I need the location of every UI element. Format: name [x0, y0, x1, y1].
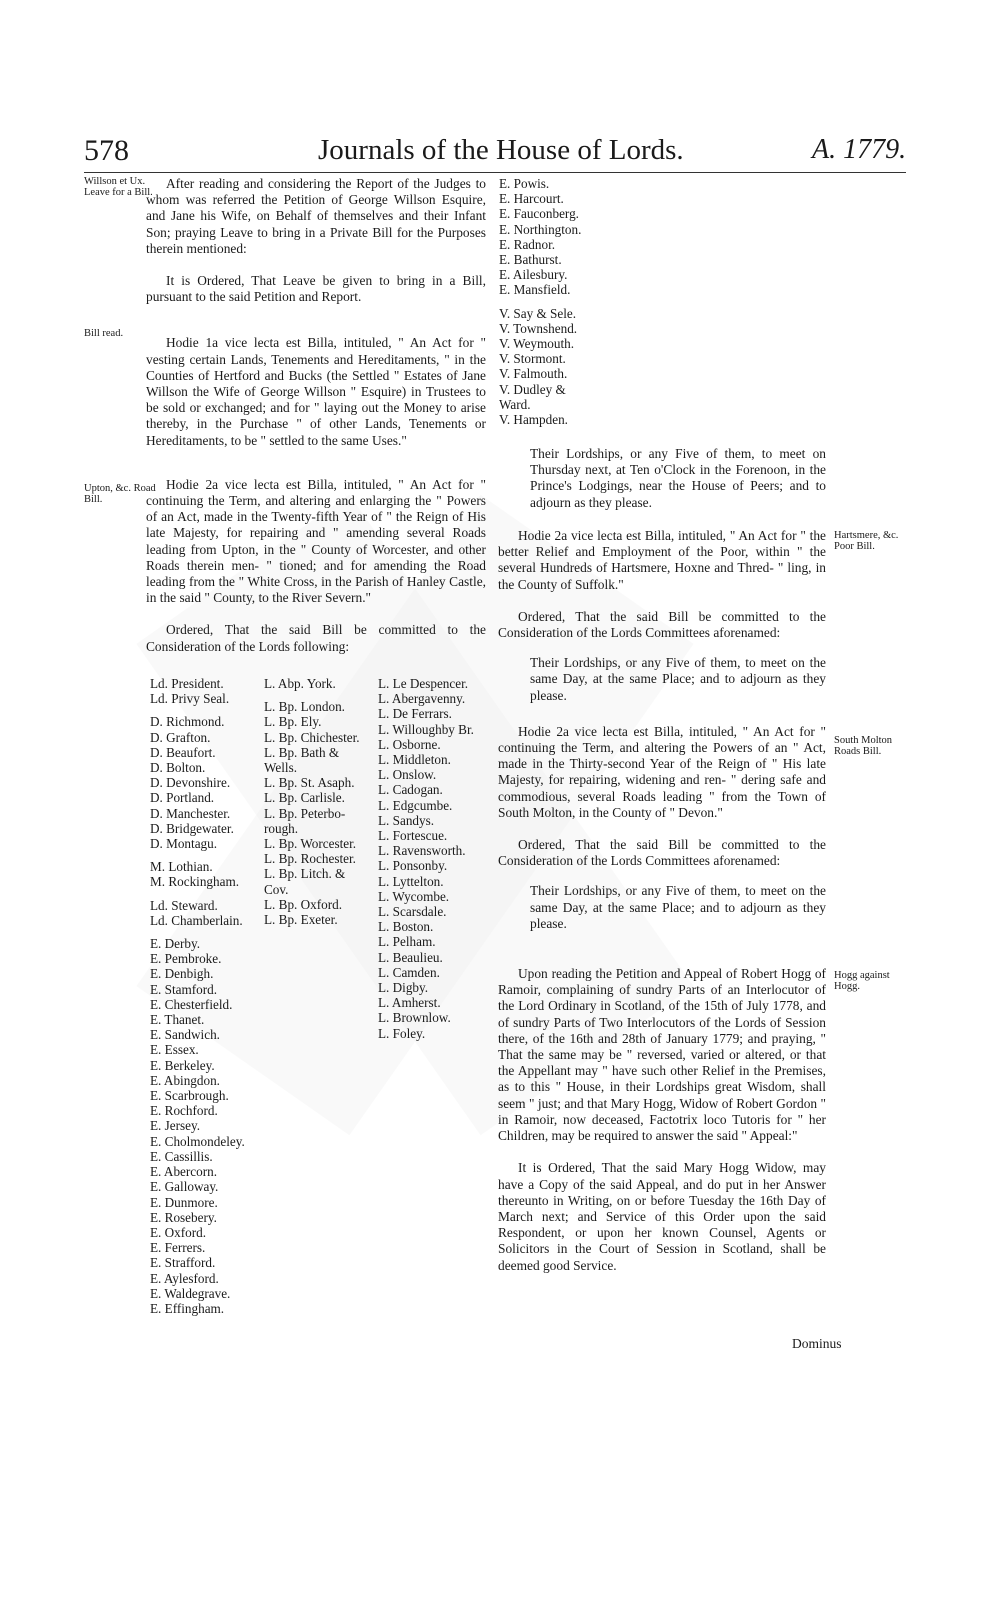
- lord-name: L. Bp. Carlisle.: [264, 790, 345, 806]
- lord-name: L. Camden.: [378, 964, 440, 980]
- lord-name: M. Rockingham.: [150, 874, 240, 890]
- list-gap: [150, 928, 265, 936]
- lord-name: D. Portland.: [150, 790, 215, 806]
- paragraph: Their Lordships, or any Five of them, to meet on the same Day, at the same Place; and to adjourn as they please.: [530, 655, 826, 703]
- lord-name: E. Thanet.: [150, 1012, 205, 1028]
- lord-name: L. Cadogan.: [378, 782, 443, 798]
- lord-name: L. Beaulieu.: [378, 949, 443, 965]
- lord-name: V. Hampden.: [499, 412, 568, 428]
- lord-name: E. Cholmondeley.: [150, 1133, 245, 1149]
- lord-name: E. Ferrers.: [150, 1240, 206, 1256]
- margin-note-bill-read: Bill read.: [84, 328, 124, 339]
- lord-name: V. Say & Sele.: [499, 305, 577, 321]
- lord-name: D. Devonshire.: [150, 775, 231, 791]
- lord-name: E. Radnor.: [499, 236, 556, 252]
- margin-note-upton: Upton, &c. Road Bill.: [84, 483, 156, 505]
- right-column: [498, 528, 826, 1274]
- lord-name: E. Cassillis.: [150, 1148, 213, 1164]
- lord-name: D. Beaufort.: [150, 744, 216, 760]
- list-gap: [150, 706, 265, 714]
- lord-name: E. Sandwich.: [150, 1027, 220, 1043]
- lord-name: E. Abingdon.: [150, 1072, 220, 1088]
- paragraph: It is Ordered, That Leave be given to bring in a Bill, pursuant to the said Petition and Report.: [146, 273, 486, 305]
- header-rule: [84, 172, 906, 173]
- lord-name: L. Onslow.: [378, 767, 437, 783]
- lord-name: E. Rosebery.: [150, 1209, 217, 1225]
- lord-name: L. Foley.: [378, 1025, 426, 1041]
- lord-name: D. Manchester.: [150, 805, 231, 821]
- lord-name: Ld. President.: [150, 676, 224, 691]
- lord-name: L. Le Despencer.: [378, 676, 469, 691]
- margin-note-hartsmere: Hartsmere, &c. Poor Bill.: [834, 530, 899, 552]
- list-gap: [150, 890, 265, 898]
- lord-name: E. Harcourt.: [499, 191, 564, 207]
- paragraph: Hodie 2a vice lecta est Billa, intituled, " An Act for " continuing the Term, and altering the Powers of an " Act, made in the Thirty-second Year of the Reign of " His late Majesty, for repairing, widening and ren- " dering safe and commodious, several Roads leading " from the Town of South Molton, in the County of " Devon.": [498, 723, 826, 820]
- page-number: 578: [84, 134, 129, 167]
- lord-name: rough.: [264, 820, 299, 836]
- lord-name: Cov.: [264, 881, 289, 897]
- lord-name: L. Ravensworth.: [378, 843, 466, 859]
- lord-name: L. Wycombe.: [378, 888, 450, 904]
- page-title: Journals of the House of Lords.: [318, 134, 684, 166]
- lord-name: E. Essex.: [150, 1042, 199, 1058]
- lords-list-1: [150, 676, 265, 1316]
- lord-name: E. Fauconberg.: [499, 206, 579, 222]
- lord-name: L. Digby.: [378, 980, 429, 996]
- lord-name: L. Bp. Rochester.: [264, 851, 356, 867]
- lord-name: L. Fortescue.: [378, 828, 448, 844]
- paragraph: Hodie 2a vice lecta est Billa, intituled, " An Act for " the better Relief and Employment of the Poor, within " the several Hundreds of Hartsmere, Hoxne and Thred- " ling, in the County of Suffolk.": [498, 528, 826, 592]
- lord-name: D. Bolton.: [150, 760, 206, 776]
- lord-name: L. Bp. London.: [264, 699, 345, 715]
- lord-name: Ld. Chamberlain.: [150, 912, 243, 928]
- paragraph: Ordered, That the said Bill be committed to the Consideration of the Lords Committees aforenamed:: [498, 608, 826, 641]
- page-year: A. 1779.: [812, 134, 907, 165]
- lord-name: V. Stormont.: [499, 351, 566, 367]
- lord-name: L. Ponsonby.: [378, 858, 448, 874]
- lord-name: L. Bp. Chichester.: [264, 729, 360, 745]
- lord-name: E. Derby.: [150, 936, 201, 952]
- catchword: Dominus: [792, 1336, 842, 1351]
- lord-name: L. Boston.: [378, 919, 434, 935]
- right-block-1: Their Lordships, or any Five of them, to meet on Thursday next, at Ten o'Clock in the Forenoon, in the Prince's Lodgings, near the House of Peers; and to adjourn as they please.: [530, 446, 826, 510]
- lord-name: E. Waldegrave.: [150, 1285, 231, 1301]
- lord-name: E. Scarbrough.: [150, 1088, 229, 1104]
- margin-note-willson: Willson et Ux. Leave for a Bill.: [84, 176, 153, 198]
- list-gap: [499, 298, 609, 306]
- lord-name: Ward.: [499, 396, 531, 412]
- lord-name: L. Brownlow.: [378, 1010, 451, 1026]
- lord-name: L. Sandys.: [378, 812, 435, 828]
- lord-name: L. Abergavenny.: [378, 691, 466, 707]
- lord-name: E. Denbigh.: [150, 966, 214, 982]
- lord-name: E. Galloway.: [150, 1179, 219, 1195]
- lord-name: L. Scarsdale.: [378, 904, 447, 920]
- lord-name: L. Bp. Worcester.: [264, 836, 357, 852]
- lord-name: L. Bp. Exeter.: [264, 912, 338, 928]
- lord-name: L. Amherst.: [378, 995, 441, 1011]
- lord-name: Ld. Steward.: [150, 897, 218, 913]
- list-gap: [150, 851, 265, 859]
- lord-name: L. Bp. Bath &: [264, 744, 340, 760]
- lord-name: L. Middleton.: [378, 752, 451, 768]
- paragraph: It is Ordered, That the said Mary Hogg Widow, may have a Copy of the said Appeal, and do put in her Answer thereunto in Writing, on or before Tuesday the 16th Day of March next; and Service of this Order upon the said Respondent, or upon her known Counsel, Agents or Solicitors in the Court of Session in Scotland, shall be deemed good Service.: [498, 1160, 826, 1273]
- lord-name: L. Bp. St. Asaph.: [264, 775, 355, 791]
- lord-name: E. Dunmore.: [150, 1194, 218, 1210]
- lord-name: L. Bp. Ely.: [264, 714, 322, 730]
- margin-note-hogg: Hogg against Hogg.: [834, 970, 890, 992]
- lords-list-3: [378, 676, 493, 1041]
- lord-name: D. Grafton.: [150, 729, 211, 745]
- lord-name: E. Chesterfield.: [150, 996, 233, 1012]
- lord-name: E. Abercorn.: [150, 1164, 218, 1180]
- paragraph: Ordered, That the said Bill be committed to the Consideration of the Lords Committees aforenamed:: [498, 837, 826, 869]
- lord-name: L. Pelham.: [378, 934, 436, 950]
- lord-name: L. De Ferrars.: [378, 706, 452, 722]
- lord-name: E. Pembroke.: [150, 951, 222, 967]
- lord-name: E. Powis.: [499, 176, 550, 191]
- paragraph: Hodie 2a vice lecta est Billa, intituled, " An Act for " continuing the Term, and altering and enlarging the " Powers of an Act, made in the Twenty-fifth Year of " the Reign of His late Majesty, for repairing and " amending several Roads leading from Upton, in the " County of Worcester, and other Roads therein men- " tioned; and for amending the Road leading from the " White Cross, in the Parish of Hanley Castle, in the said " County, to the River Severn.": [146, 476, 486, 606]
- lord-name: E. Jersey.: [150, 1118, 201, 1134]
- lord-name: E. Mansfield.: [499, 282, 571, 298]
- lord-name: M. Lothian.: [150, 859, 213, 875]
- lord-name: E. Effingham.: [150, 1300, 225, 1316]
- lord-name: E. Strafford.: [150, 1255, 216, 1271]
- lord-name: D. Richmond.: [150, 714, 225, 730]
- margin-note-south-molton: South Molton Roads Bill.: [834, 735, 893, 757]
- lord-name: E. Northington.: [499, 221, 582, 237]
- lord-name: E. Stamford.: [150, 981, 218, 997]
- paragraph: Ordered, That the said Bill be committed to the Consideration of the Lords following:: [146, 622, 486, 654]
- lord-name: L. Bp. Oxford.: [264, 896, 343, 912]
- paragraph: Their Lordships, or any Five of them, to meet on the same Day, at the same Place; and to adjourn as they please.: [530, 883, 826, 931]
- lord-name: L. Willoughby Br.: [378, 721, 474, 737]
- paragraph: After reading and considering the Report of the Judges to whom was referred the Petition of George Willson Esquire, and Jane his Wife, on Behalf of themselves and their Infant Son; praying Leave to bring in a Private Bill for the Purposes therein mentioned:: [146, 176, 486, 256]
- lord-name: L. Bp. Peterbo-: [264, 805, 346, 821]
- lords-list-4: [499, 176, 609, 427]
- lord-name: L. Edgcumbe.: [378, 797, 453, 813]
- lord-name: E. Bathurst.: [499, 252, 562, 268]
- lord-name: L. Bp. Litch. &: [264, 866, 346, 882]
- lord-name: V. Weymouth.: [499, 336, 575, 352]
- paragraph: Hodie 1a vice lecta est Billa, intituled, " An Act for " vesting certain Lands, Tenements and Hereditaments, " in the Counties of Hertford and Bucks (the Settled " Estates of Jane Willson the Wife of George Willson " Esquire) in Trustees to be sold or exchanged; and for " laying out the Money to arise thereby, in the Purchase " of other Lands, Tenements or Hereditaments, to be " settled to the same Uses.": [146, 335, 486, 448]
- list-gap: [264, 691, 379, 699]
- lord-name: D. Bridgewater.: [150, 820, 234, 836]
- lords-list-2: [264, 676, 379, 927]
- lord-name: V. Dudley &: [499, 381, 566, 397]
- lord-name: E. Berkeley.: [150, 1057, 215, 1073]
- lord-name: E. Oxford.: [150, 1224, 207, 1240]
- lord-name: D. Montagu.: [150, 836, 218, 852]
- lord-name: Wells.: [264, 760, 297, 776]
- lord-name: V. Townshend.: [499, 320, 578, 336]
- paragraph: Upon reading the Petition and Appeal of Robert Hogg of Ramoir, complaining of sundry Parts of an Interlocutor of the Lord Ordinary in Scotland, of the 15th of July 1778, and of sundry Parts of Two Interlocutors of the Lords of Session there, of the 16th and 28th of January 1779; and praying, " That the same may be " reversed, varied or altered, or that the Appellant may " have such other Relief in the Premises, as to this " House, in their Lordships great Wisdom, shall seem " just; and that Mary Hogg, Widow of Robert Gordon " in Ramoir, now deceased, Factotrix loco Tutoris for " her Children, may be required to answer the said " Appeal:": [498, 966, 826, 1144]
- lord-name: L. Osborne.: [378, 736, 441, 752]
- lord-name: E. Aylesford.: [150, 1270, 219, 1286]
- left-column: [146, 176, 486, 655]
- lord-name: V. Falmouth.: [499, 366, 568, 382]
- lord-name: L. Abp. York.: [264, 676, 336, 691]
- lord-name: E. Rochford.: [150, 1103, 218, 1119]
- lord-name: L. Lyttelton.: [378, 873, 444, 889]
- lord-name: E. Ailesbury.: [499, 267, 568, 283]
- lord-name: Ld. Privy Seal.: [150, 691, 230, 707]
